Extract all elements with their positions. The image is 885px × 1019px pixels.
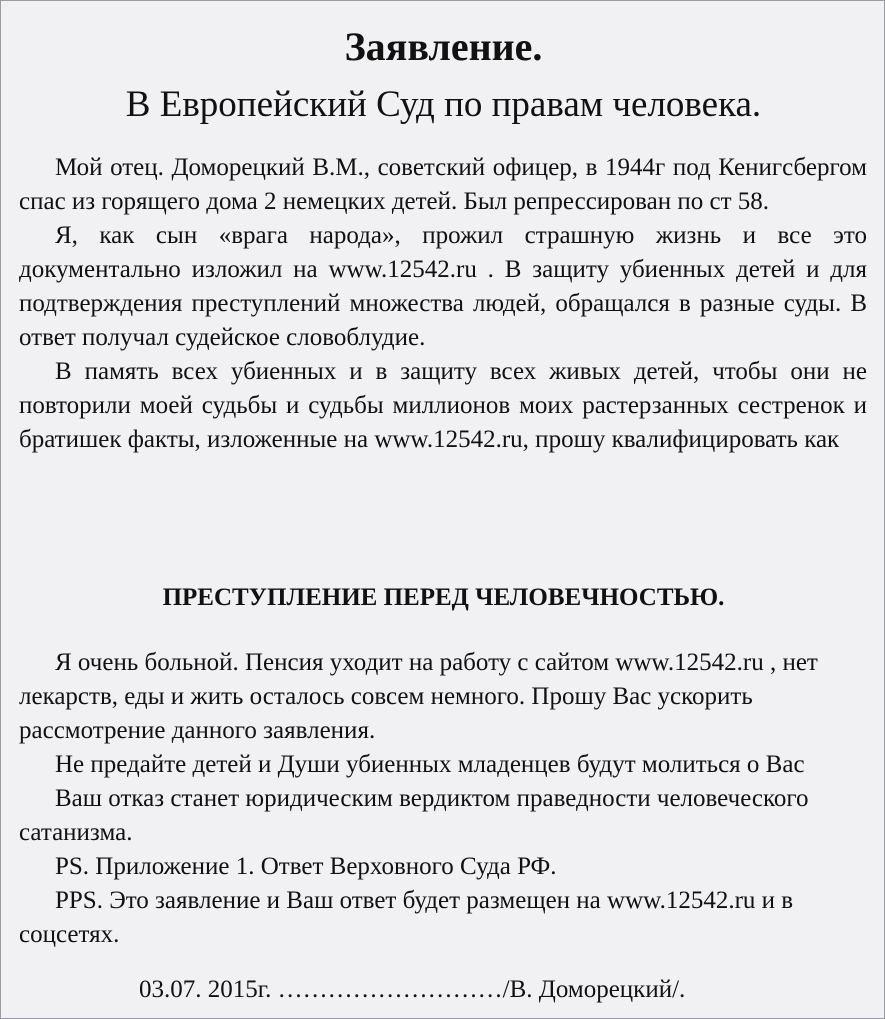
document-title: Заявление. <box>344 24 543 69</box>
date-signature-line: 03.07. 2015г. ………………………/В. Доморецкий/. <box>139 976 686 1003</box>
paragraph-health: Я очень больной. Пенсия уходит на работу с сайтом www.12542.ru , нет лекарств, еды и жить осталось совсем немного. Прошу Вас ускорить рассмотрение данного заявления. <box>19 649 818 744</box>
paragraph-ps: PS. Приложение 1. Ответ Верховного Суда РФ. <box>55 853 557 880</box>
paragraph-refusal: Ваш отказ станет юридическим вердиктом праведности человеческого сатанизма. <box>19 785 809 846</box>
paragraph-life: Я, как сын «врага народа», прожил страшную жизнь и все это документально изложил на www.12542.ru . В защиту убиенных детей и для подтверждения преступлений множества людей, обращался в разные суды. В ответ получал судейское словоблудие. <box>19 222 867 351</box>
paragraph-pps: PPS. Это заявление и Ваш ответ будет размещен на www.12542.ru и в соцсетях. <box>19 887 794 948</box>
paragraph-request: В память всех убиенных и в защиту всех живых детей, чтобы они не повторили моей судьбы и судьбы миллионов моих растерзанных сестренок и братишек факты, изложенные на www.12542.ru, прошу квалифицировать как <box>19 358 867 453</box>
statement-body <box>19 151 867 457</box>
paragraph-father: Мой отец. Доморецкий В.М., советский офицер, в 1944г под Кенигсбергом спас из горящего дома 2 немецких детей. Был репрессирован по ст 58. <box>19 154 867 215</box>
paragraph-children: Не предайте детей и Души убиенных младенцев будут молиться о Вас <box>55 751 805 778</box>
crime-heading: ПРЕСТУПЛЕНИЕ ПЕРЕД ЧЕЛОВЕЧНОСТЬЮ. <box>162 584 725 611</box>
statement-closing <box>19 646 867 952</box>
document-addressee: В Европейский Суд по правам человека. <box>125 84 762 125</box>
